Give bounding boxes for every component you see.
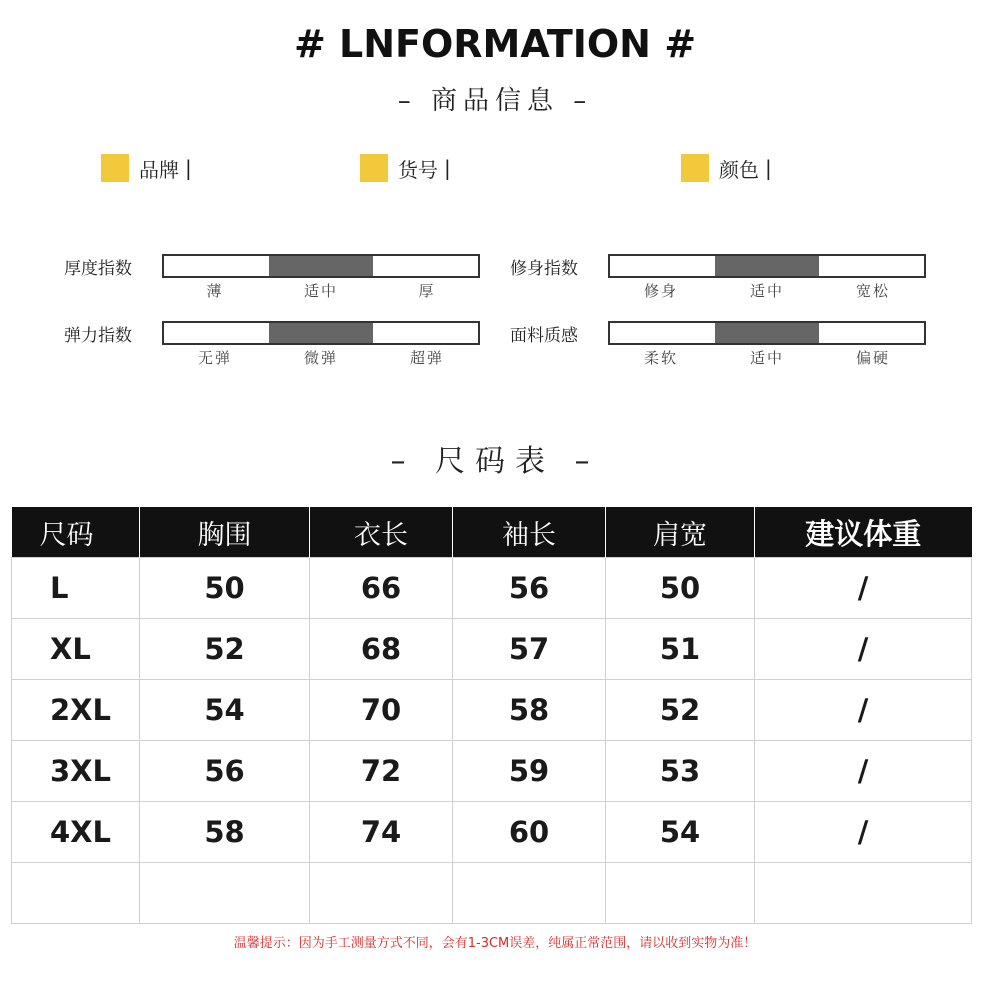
info-separator: | — [185, 156, 192, 180]
table-cell: 4XL — [12, 802, 140, 863]
meter-option: 偏硬 — [855, 349, 890, 367]
page-title: # LNFORMATION # — [293, 22, 697, 66]
table-cell: / — [755, 802, 972, 863]
meter-segment — [610, 256, 715, 276]
info-label: 颜色 — [719, 157, 759, 182]
table-cell: 58 — [140, 802, 310, 863]
header-sleeve: 袖长 — [453, 507, 606, 558]
meter-label: 弹力指数 — [64, 326, 132, 346]
meter-segment — [164, 256, 269, 276]
info-label: 货号 — [398, 157, 438, 182]
size-table-title: – 尺码表 – — [390, 444, 600, 479]
info-item-color — [681, 152, 772, 184]
table-row — [12, 558, 972, 619]
table-row — [12, 802, 972, 863]
meter-fit — [510, 254, 930, 304]
table-cell: 74 — [310, 802, 453, 863]
table-cell: 54 — [606, 802, 755, 863]
meter-options — [162, 280, 480, 301]
table-row — [12, 680, 972, 741]
size-table-header-row — [12, 507, 972, 558]
meter-track — [608, 254, 926, 278]
table-cell: 56 — [453, 558, 606, 619]
meter-option: 适中 — [749, 282, 784, 300]
meter-texture — [510, 321, 930, 371]
yellow-square-icon — [360, 154, 388, 182]
meter-options — [608, 280, 926, 301]
meter-label: 面料质感 — [510, 326, 578, 346]
measurement-notice: 温馨提示：因为手工测量方式不同，会有1-3CM误差，纯属正常范围，请以收到实物为准！ — [233, 936, 757, 951]
info-separator: | — [765, 156, 772, 180]
table-cell: 50 — [606, 558, 755, 619]
table-cell: 54 — [140, 680, 310, 741]
meter-segment — [610, 323, 715, 343]
meter-elasticity — [64, 321, 484, 371]
meter-segment — [373, 323, 478, 343]
table-cell: 56 — [140, 741, 310, 802]
meter-segment — [373, 256, 478, 276]
meter-segment — [819, 323, 924, 343]
meter-thickness — [64, 254, 484, 304]
table-cell — [453, 863, 606, 924]
yellow-square-icon — [681, 154, 709, 182]
table-row — [12, 741, 972, 802]
table-cell — [755, 863, 972, 924]
meter-track — [162, 254, 480, 278]
meter-segment — [715, 256, 820, 276]
info-item-sku — [360, 152, 451, 184]
table-cell: 72 — [310, 741, 453, 802]
meter-option: 微弹 — [303, 349, 338, 367]
table-cell — [12, 863, 140, 924]
meter-segment — [269, 323, 374, 343]
yellow-square-icon — [101, 154, 129, 182]
meter-track — [162, 321, 480, 345]
table-cell — [140, 863, 310, 924]
table-cell — [606, 863, 755, 924]
table-cell: 2XL — [12, 680, 140, 741]
meter-segment — [269, 256, 374, 276]
meter-label: 修身指数 — [510, 259, 578, 279]
header-chest: 胸围 — [140, 507, 310, 558]
table-cell: 60 — [453, 802, 606, 863]
size-table — [11, 507, 972, 924]
table-cell: / — [755, 619, 972, 680]
meter-segment — [164, 323, 269, 343]
table-cell: 57 — [453, 619, 606, 680]
table-cell: 51 — [606, 619, 755, 680]
meter-options — [608, 347, 926, 368]
table-cell: / — [755, 558, 972, 619]
table-cell: 58 — [453, 680, 606, 741]
meter-label: 厚度指数 — [64, 259, 132, 279]
header-shoulder: 肩宽 — [606, 507, 755, 558]
table-cell: 68 — [310, 619, 453, 680]
meter-option: 适中 — [303, 282, 338, 300]
meter-track — [608, 321, 926, 345]
meter-option: 修身 — [643, 282, 678, 300]
table-cell: / — [755, 680, 972, 741]
table-row — [12, 619, 972, 680]
header-weight: 建议体重 — [755, 507, 972, 558]
table-cell: 70 — [310, 680, 453, 741]
table-cell: 59 — [453, 741, 606, 802]
meter-segment — [819, 256, 924, 276]
table-cell: 66 — [310, 558, 453, 619]
info-label: 品牌 — [139, 157, 179, 182]
meter-option: 薄 — [206, 282, 224, 300]
info-item-brand — [101, 152, 192, 184]
table-cell: / — [755, 741, 972, 802]
meter-option: 超弹 — [409, 349, 444, 367]
meter-options — [162, 347, 480, 368]
meter-option: 适中 — [749, 349, 784, 367]
header-length: 衣长 — [310, 507, 453, 558]
table-cell: 52 — [140, 619, 310, 680]
page-subtitle: – 商品信息 – — [397, 86, 593, 116]
meter-option: 无弹 — [197, 349, 232, 367]
table-cell: 52 — [606, 680, 755, 741]
table-cell: XL — [12, 619, 140, 680]
table-cell: 50 — [140, 558, 310, 619]
table-row-empty — [12, 863, 972, 924]
table-cell: L — [12, 558, 140, 619]
info-separator: | — [444, 156, 451, 180]
table-cell: 53 — [606, 741, 755, 802]
meter-segment — [715, 323, 820, 343]
meter-option: 宽松 — [855, 282, 890, 300]
table-cell: 3XL — [12, 741, 140, 802]
meter-option: 柔软 — [643, 349, 678, 367]
table-cell — [310, 863, 453, 924]
header-size: 尺码 — [12, 507, 140, 558]
meter-option: 厚 — [418, 282, 436, 300]
